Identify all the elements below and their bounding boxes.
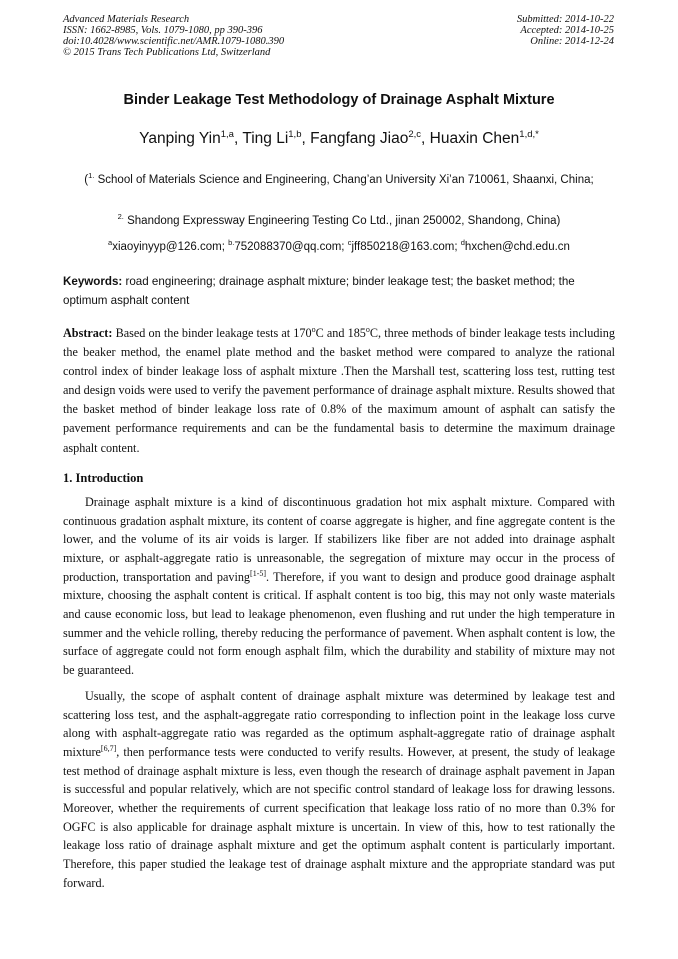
author-name: Ting Li [242, 130, 289, 148]
paragraph-1 [63, 493, 615, 680]
author-separator: , [421, 130, 430, 148]
keywords [63, 272, 615, 310]
paragraph-text: , then performance tests were conducted to verify results. However, at present, the study of leakage test method of drainage asphalt mixture is less, even though the research of drainage asphalt pavement in Japan is successful and popular relatively, which are not specific control standard of leakage loss for drawing lessons. Moreover, whether the requirements of current specification that leakage loss ratio of no more than 0.3% for OGFC is also applicable for drainage asphalt mixture is uncertain. In view of this, how to test rationally the leakage loss ratio of drainage asphalt mixture and get the optimum asphalt content is particularly important. Therefore, this paper studied the leakage test of drainage asphalt mixture and the appropriate standard was put forward. [63, 744, 615, 890]
email-marker: a [108, 238, 113, 247]
citation: [1-5] [250, 568, 267, 578]
author-separator: , [233, 130, 243, 148]
author-name: Fangfang Jiao [310, 130, 409, 148]
submitted-date: Submitted: 2014-10-22 [516, 14, 614, 25]
affiliation-number: 1. [88, 171, 95, 180]
citation: [6,7] [100, 743, 117, 753]
publication-dates [517, 14, 614, 47]
journal-name: Advanced Materials Research [63, 14, 190, 25]
email-marker: d [460, 238, 465, 247]
email-address: xiaoyinyyp@126.com; [112, 240, 229, 253]
paragraph-text: . Therefore, if you want to design and produce good drainage asphalt mixture, choosing the asphalt content is critical. If asphalt content is too big, this may not only waste materials and cause economic loss, but lead to leakage phenomenon, even flushing and rut under the high temperature in summer and the vehicle rolling, thereby reducing the performance of pavement. When asphalt content is low, the surface of aggregate could not form enough asphalt film, which the durability and stability of mixture may not be guaranteed. [63, 569, 615, 677]
author-superscript: 2,c [408, 129, 422, 140]
paragraph-text: Usually, the scope of asphalt content of drainage asphalt mixture was determined by leakage test and scattering loss test, and the asphalt-aggregate ratio corresponding to inflection point in the leakage loss curve along with asphalt-aggregate ratio was regarded as the optimum asphalt-aggregate ratio of drainage asphalt mixture [63, 689, 615, 759]
journal-info [63, 14, 284, 58]
email-address: jff850218@163.com; [351, 240, 461, 253]
paragraph-2 [63, 687, 615, 892]
abstract-label: Abstract: [63, 326, 113, 340]
email-address: 752088370@qq.com; [234, 240, 348, 253]
author-name: Yanping Yin [139, 130, 221, 148]
online-date: Online: 2014-12-24 [530, 36, 614, 47]
affiliation-open-paren: ( [84, 173, 89, 186]
author-emails [75, 233, 603, 257]
abstract-text-part: Based on the binder leakage tests at 170 [112, 326, 312, 340]
author-superscript: 1,b [288, 129, 302, 140]
abstract [63, 324, 615, 458]
author-superscript: 1,a [220, 129, 234, 140]
accepted-date: Accepted: 2014-10-25 [520, 25, 614, 36]
email-address: hxchen@chd.edu.cn [464, 240, 570, 253]
email-marker: c [347, 238, 352, 247]
affiliation-text: School of Materials Science and Engineering, Chang’an University Xi’an 710061, Shaanxi, China; [94, 173, 594, 186]
doi-line: doi:10.4028/www.scientific.net/AMR.1079-1080.390 [63, 36, 285, 47]
author-superscript: 1,d,* [519, 129, 539, 140]
degree-mark: o [311, 324, 316, 334]
author-separator: , [301, 130, 311, 148]
section-heading: 1. Introduction [63, 471, 144, 485]
degree-mark: o [365, 324, 370, 334]
affiliation-1 [75, 166, 603, 190]
email-marker: b. [228, 238, 235, 247]
keywords-label: Keywords: [63, 275, 123, 288]
keywords-text: road engineering; drainage asphalt mixture; binder leakage test; the basket method; the optimum asphalt content [63, 275, 575, 307]
affiliation-text: Shandong Expressway Engineering Testing Co Ltd., jinan 250002, Shandong, China) [123, 214, 561, 227]
abstract-text-part: C and 185 [315, 326, 366, 340]
author-name: Huaxin Chen [429, 130, 520, 148]
affiliation-number: 2. [117, 212, 124, 221]
paragraph-text: Drainage asphalt mixture is a kind of discontinuous gradation hot mix asphalt mixture. Compared with continuous gradation asphalt mixture, its content of coarse aggregate is higher, and fine aggregate content is the lower, and the volume of its air voids is larger. If stabilizers like fiber are not added into drainage asphalt mixture, or asphalt-aggregate ratio is unreasonable, the segregation of mixture may occur in the process of production, transportation and paving [63, 495, 615, 584]
author-list [40, 129, 638, 148]
issn-line: ISSN: 1662-8985, Vols. 1079-1080, pp 390-396 [63, 25, 263, 36]
affiliation-2 [75, 207, 603, 231]
copyright-line: © 2015 Trans Tech Publications Ltd, Switzerland [63, 47, 271, 58]
paper-title: Binder Leakage Test Methodology of Drainage Asphalt Mixture [123, 92, 555, 108]
abstract-text-part: C, three methods of binder leakage tests including the beaker method, the enamel plate method and the basket method were compared to analyze the rational control index of binder leakage loss of asphalt mixture .Then the Marshall test, scattering loss test, rutting test and design voids were used to verify the pavement performance of drainage asphalt mixture. Results showed that the basket method of binder leakage loss rate of 0.8% of the maximum amount of asphalt can satisfy the pavement performance requirements and can be the fundamental basis to determine the maximum drainage asphalt content. [63, 326, 615, 455]
